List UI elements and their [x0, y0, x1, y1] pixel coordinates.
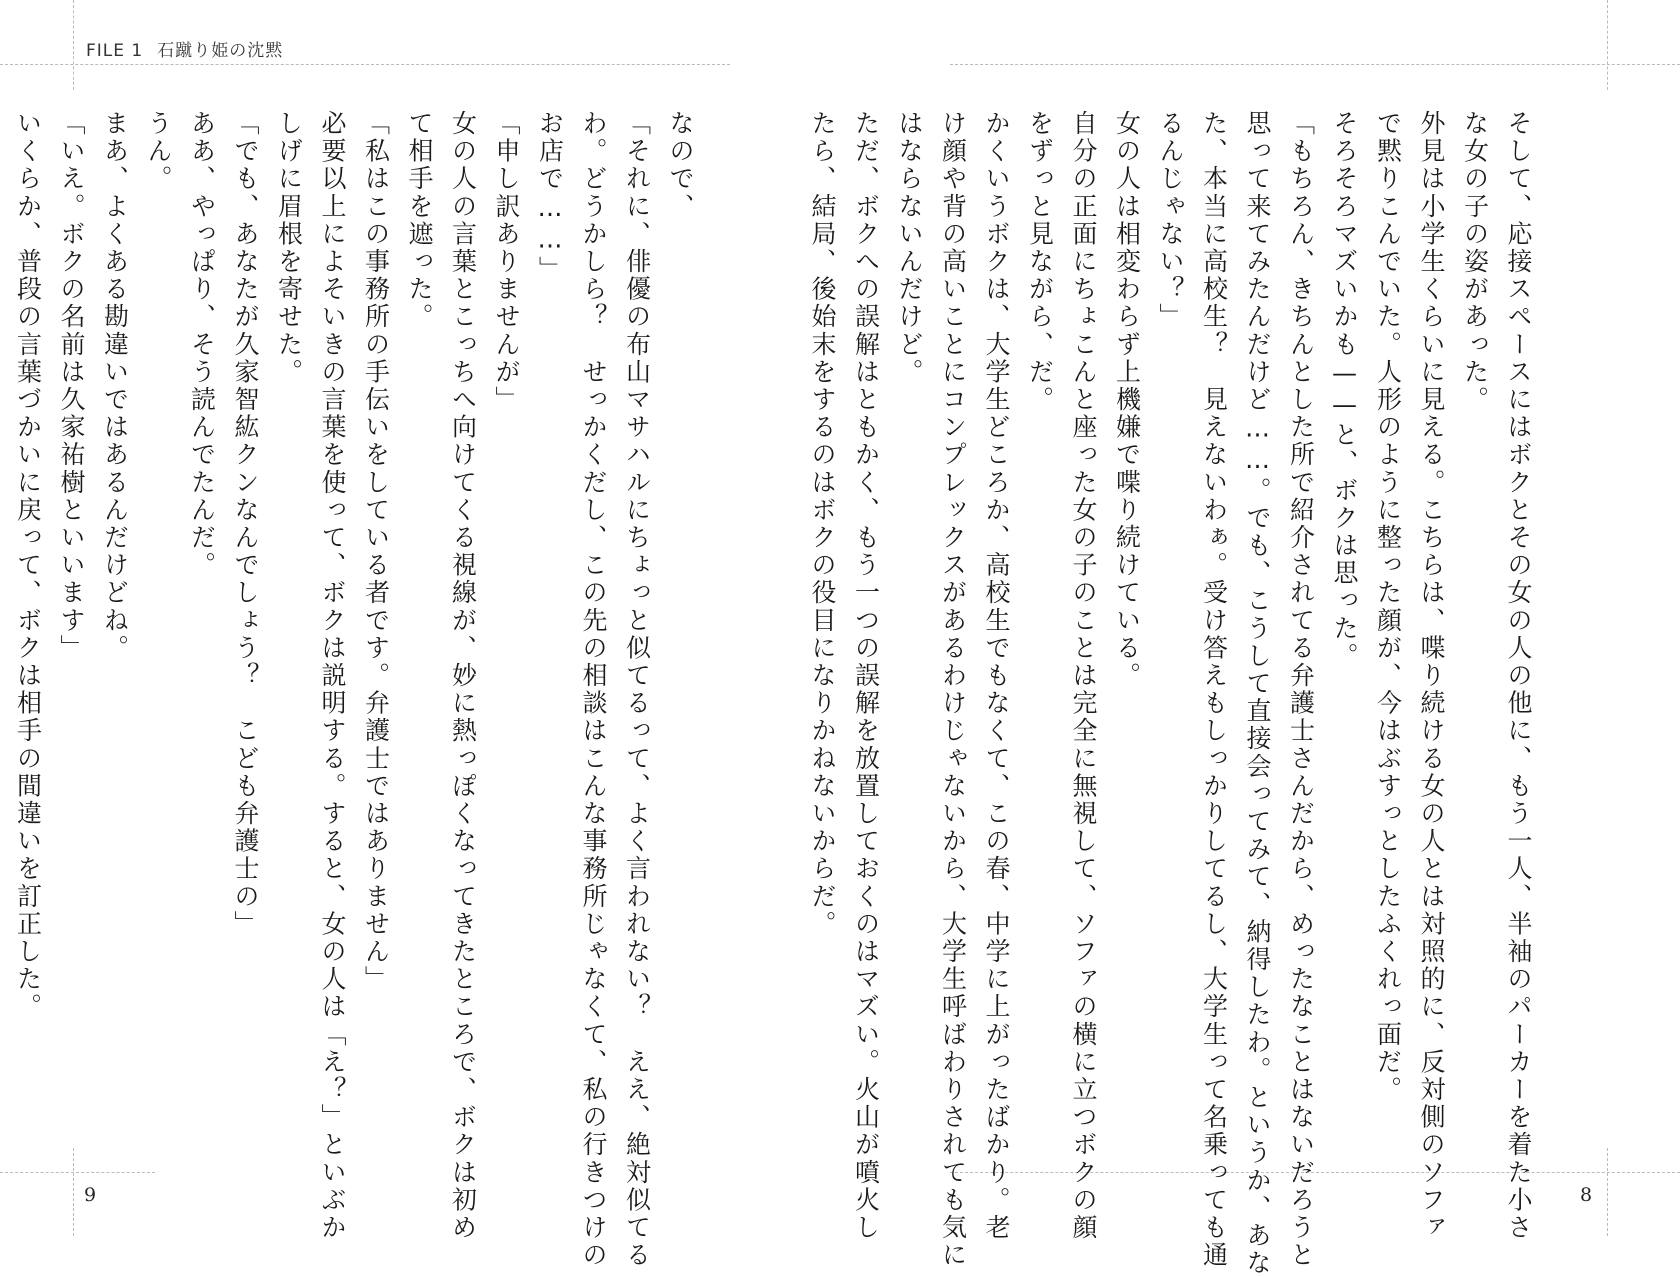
file-label: FILE 1	[86, 41, 144, 61]
top-guide-right	[950, 64, 1680, 65]
bottom-guide-vertical-left	[73, 1148, 74, 1236]
body-line: 思って来てみたんだけど……。でも、こうして直接会ってみて、納得したわ。というか、あな	[1243, 110, 1272, 1277]
top-guide-vertical-right	[1607, 0, 1608, 90]
body-line: 自分の正面にちょこんと座った女の子のことは完全に無視して、ソファの横に立つボクの顔	[1069, 110, 1098, 1242]
top-guide-left	[0, 64, 730, 65]
body-line: な女の子の姿があった。	[1460, 110, 1490, 414]
page-number-left: 9	[84, 1184, 97, 1206]
body-line: まあ、よくある勘違いではあるんだけどね。	[100, 110, 130, 662]
body-line: いくらか、普段の言葉づかいに戻って、ボクは相手の間違いを訂正した。	[13, 110, 43, 1021]
body-line: 女の人は相変わらず上機嫌で喋り続けている。	[1112, 110, 1142, 690]
body-line: ただ、ボクへの誤解はともかく、もう一つの誤解を放置しておくのはマズい。火山が噴火し	[851, 110, 881, 1242]
body-line: るんじゃない？」	[1156, 110, 1185, 331]
page-8-body	[808, 110, 1540, 1277]
body-line: たら、結局、後始末をするのはボクの役目になりかねないからだ。	[808, 110, 837, 938]
body-line: 「でも、あなたが久家智紘クンなんでしょう？ こども弁護士の」	[231, 110, 260, 938]
body-line: で黙りこんでいた。人形のように整った顔が、今はぶすっとしたふくれっ面だ。	[1373, 110, 1403, 1104]
body-line: た、本当に高校生？ 見えないわぁ。受け答えもしっかりしてるし、大学生って名乗っても通	[1199, 110, 1229, 1270]
body-line: はならないんだけど。	[895, 110, 924, 386]
body-line: しげに眉根を寄せた。	[274, 110, 304, 386]
page-number-right: 8	[1580, 1184, 1593, 1206]
chapter-title: 石蹴り姫の沈黙	[157, 41, 284, 61]
body-line: 必要以上によそいきの言葉を使って、ボクは説明する。すると、女の人は「え？」といぶか	[318, 110, 347, 1242]
body-line: 「申し訳ありませんが」	[492, 110, 521, 414]
body-line: お店で……」	[535, 110, 565, 284]
body-line: わ。どうかしら？ せっかくだし、この先の相談はこんな事務所じゃなくて、私の行きつけの	[579, 110, 608, 1270]
body-line: そして、応接スペースにはボクとその女の人の他に、もう一人、半袖のパーカーを着た小さ	[1504, 110, 1533, 1242]
page-9-body	[13, 110, 702, 1270]
body-line: ああ、やっぱり、そう読んでたんだ。	[187, 110, 217, 580]
body-line: かくいうボクは、大学生どころか、高校生でもなくて、この春、中学に上がったばかり。老	[982, 110, 1011, 1242]
bottom-guide-left	[0, 1172, 155, 1173]
body-line: 女の人の言葉とこっちへ向けてくる視線が、妙に熱っぽくなってきたところで、ボクは初め	[448, 110, 478, 1242]
body-line: け顔や背の高いことにコンプレックスがあるわけじゃないから、大学生呼ばわりされても気に	[938, 110, 968, 1270]
running-head	[86, 36, 283, 61]
top-guide-vertical-left	[73, 0, 74, 90]
body-line: をずっと見ながら、だ。	[1025, 110, 1055, 414]
bottom-guide-vertical-right	[1607, 1148, 1608, 1236]
body-line: 外見は小学生くらいに見える。こちらは、喋り続ける女の人とは対照的に、反対側のソファ	[1417, 110, 1446, 1242]
body-line: 「それに、俳優の布山マサハルにちょっと似てるって、よく言われない？ ええ、絶対似てる	[622, 110, 652, 1270]
body-line: そろそろマズいかも——と、ボクは思った。	[1330, 110, 1359, 670]
body-line: うん。	[144, 110, 173, 193]
body-line: て相手を遮った。	[405, 110, 434, 331]
body-line: 「私はこの事務所の手伝いをしている者です。弁護士ではありません」	[361, 110, 391, 994]
body-line: なので、	[666, 110, 695, 221]
body-line: 「もちろん、きちんとした所で紹介されてる弁護士さんだから、めったなことはないだろうと	[1286, 110, 1316, 1270]
body-line: 「いえ。ボクの名前は久家祐樹といいます」	[57, 110, 86, 662]
